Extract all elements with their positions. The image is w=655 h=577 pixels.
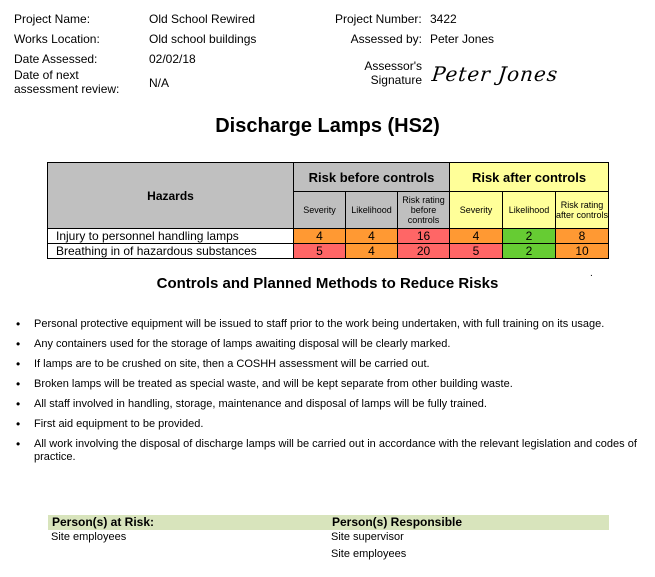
page-title: Discharge Lamps (HS2) (215, 115, 440, 137)
severity-after-header: Severity (450, 192, 503, 229)
project-number-label: Project Number: (335, 12, 422, 26)
severity-after-cell: 4 (450, 229, 503, 244)
project-name-value: Old School Rewired (149, 12, 256, 26)
persons-header-bar (48, 515, 609, 530)
table-row (48, 229, 609, 244)
table-row (48, 244, 609, 259)
project-number-value: 3422 (430, 12, 457, 26)
hazards-header: Hazards (48, 163, 294, 229)
list-item: • If lamps are to be crushed on site, then a COSHH assessment will be carried out. (16, 358, 646, 371)
rating-after-cell: 8 (556, 229, 609, 244)
next-review-value: N/A (149, 76, 170, 90)
list-item: • Personal protective equipment will be issued to staff prior to the work being undertaken, with full training on its usage. (16, 318, 646, 331)
likelihood-after-cell: 2 (503, 229, 556, 244)
controls-title: Controls and Planned Methods to Reduce Risks (156, 275, 499, 292)
list-item: • All staff involved in handling, storage, maintenance and disposal of lamps will be fully trained. (16, 398, 646, 411)
risk-after-header: Risk after controls (450, 163, 609, 192)
likelihood-after-cell: 2 (503, 244, 556, 259)
rating-before-cell: 20 (398, 244, 450, 259)
severity-before-cell: 5 (294, 244, 346, 259)
likelihood-before-cell: 4 (346, 229, 398, 244)
person-responsible: Site supervisor (331, 531, 404, 543)
likelihood-before-cell: 4 (346, 244, 398, 259)
rating-before-cell: 16 (398, 229, 450, 244)
works-location-value: Old school buildings (149, 32, 257, 46)
rating-after-header: Risk rating after controls (556, 192, 609, 229)
person-at-risk: Site employees (51, 531, 127, 543)
person-responsible: Site employees (331, 548, 407, 560)
stray-mark: . (590, 268, 593, 279)
severity-after-cell: 5 (450, 244, 503, 259)
rating-before-header: Risk rating before controls (398, 192, 450, 229)
next-review-label: Date of next assessment review: (14, 68, 120, 96)
hazard-cell: Injury to personnel handling lamps (48, 229, 294, 244)
list-item: • Broken lamps will be treated as special waste, and will be kept separate from other building waste. (16, 378, 646, 391)
hazard-cell: Breathing in of hazardous substances (48, 244, 294, 259)
likelihood-after-header: Likelihood (503, 192, 556, 229)
risk-table (47, 162, 609, 259)
assessed-by-value: Peter Jones (430, 32, 495, 46)
list-item: • First aid equipment to be provided. (16, 418, 646, 431)
project-name-label: Project Name: (14, 12, 91, 26)
works-location-label: Works Location: (14, 32, 100, 46)
severity-before-header: Severity (294, 192, 346, 229)
date-assessed-value: 02/02/18 (149, 52, 196, 66)
controls-list (16, 318, 646, 471)
severity-before-cell: 4 (294, 229, 346, 244)
risk-before-header: Risk before controls (294, 163, 450, 192)
assessed-by-label: Assessed by: (350, 32, 422, 46)
likelihood-before-header: Likelihood (346, 192, 398, 229)
rating-after-cell: 10 (556, 244, 609, 259)
list-item: • All work involving the disposal of discharge lamps will be carried out in accordance with the relevant legislation and codes of practice. (16, 438, 646, 464)
persons-at-risk-label: Person(s) at Risk: (52, 515, 155, 529)
persons-responsible-label: Person(s) Responsible (332, 515, 463, 529)
handwritten-signature: Peter Jones (430, 62, 560, 86)
signature-label: Assessor's Signature (364, 59, 422, 87)
list-item: • Any containers used for the storage of lamps awaiting disposal will be clearly marked. (16, 338, 646, 351)
date-assessed-label: Date Assessed: (14, 52, 98, 66)
